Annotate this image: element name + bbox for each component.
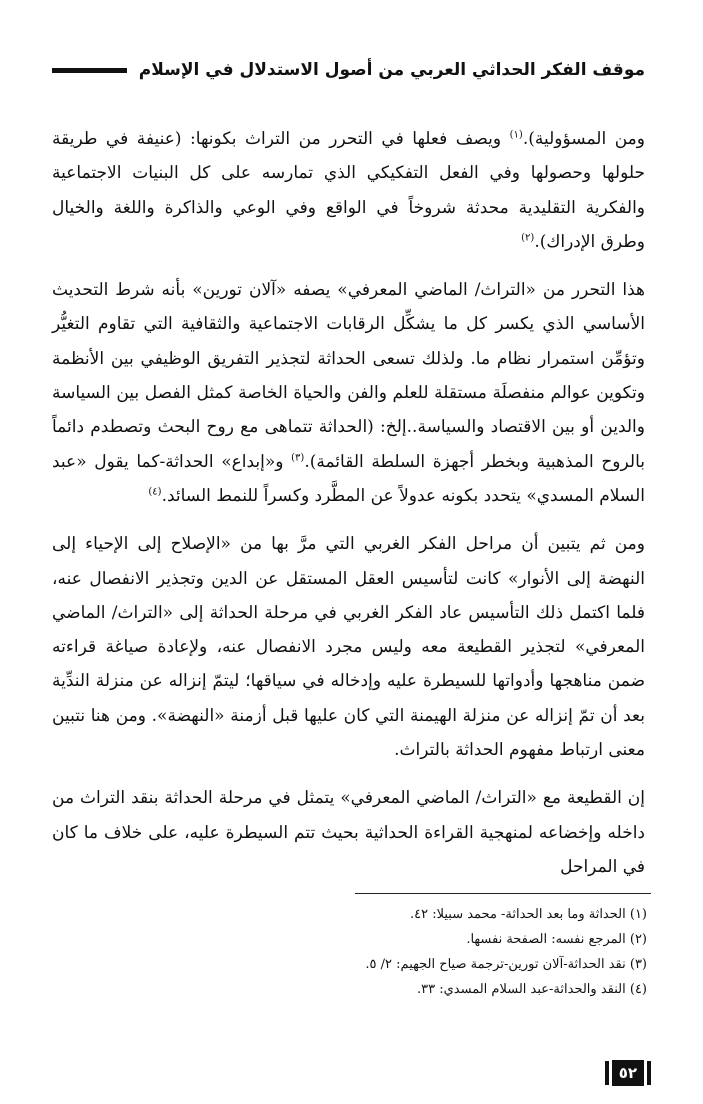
footnote: (٤) النقد والحداثة-عبد السلام المسدي: ٣٣.	[416, 982, 647, 997]
paragraph-text: ويصف فعلها في التحرر من التراث بكونها: (عنيفة في طريقة حلولها وحصولها وفي الفعل التفكيكي الذي تمارسه على كل البنيات الاجتماعية والفكرية التقليدية محدثة شروخاً في الواقع وفي الوعي والذاكرة واللغة والخيال وطرق الإدراك).	[52, 129, 645, 252]
paragraph-text: و«إبداع» الحداثة-كما يقول «عبد السلام المسدي» يتحدد بكونه عدولاً عن المطَّرد وكسراً للنمط السائد.	[52, 451, 645, 506]
footnote-separator	[355, 893, 651, 894]
footnote: (٢) المرجع نفسه: الصفحة نفسها.	[466, 932, 647, 947]
footnote: (١) الحداثة وما بعد الحداثة- محمد سبيلا: ٤٢.	[409, 907, 647, 922]
paragraph-text: إن القطيعة مع «التراث/ الماضي المعرفي» يتمثل في مرحلة الحداثة بنقد التراث من داخله وإخضاعه لمنهجية القراءة الحداثية بحيث تتم السيطرة عليه، على خلاف ما كان في المراحل	[52, 788, 645, 877]
page-number-bar	[605, 1061, 609, 1085]
paragraph	[52, 273, 645, 513]
paragraph-text: ومن المسؤولية).	[522, 129, 645, 149]
footnote-reference: (٣)	[291, 452, 305, 464]
page-number-block	[605, 1060, 651, 1086]
running-header	[52, 52, 645, 88]
paragraph-text: ومن ثم يتبين أن مراحل الفكر الغربي التي مرَّ بها من «الإصلاح إلى الإحياء إلى النهضة إلى الأنوار» كانت لتأسيس العقل المستقل عن الدين وتجذير الانفصال عنه، فلما اكتمل ذلك التأسيس عاد الفكر الغربي في مرحلة الحداثة إلى «التراث/ الماضي المعرفي» لتجذير القطيعة معه وليس مجرد الانفصال عنه، ولإعادة صياغة قراءته ضمن مناهجها وأدواتها للسيطرة عليه وإدخاله في سياقها؛ ليتمّ إنزاله عن منزلة الندِّية بعد أن تمّ إنزاله عن منزلة الهيمنة التي كان عليها قبل أزمنة «النهضة». ومن هنا نتبين معنى ارتباط مفهوم الحداثة بالتراث.	[52, 534, 645, 761]
footnote-reference: (٢)	[521, 232, 535, 244]
main-text	[52, 122, 645, 898]
footnote-reference: (١)	[509, 129, 523, 141]
footnote: (٣) نقد الحداثة-آلان تورين-ترجمة صياح الجهيم: ٢/ ٥.	[365, 957, 647, 972]
header-rule	[52, 68, 127, 73]
footnotes	[87, 902, 647, 1002]
paragraph-text: هذا التحرر من «التراث/ الماضي المعرفي» يصفه «آلان تورين» بأنه شرط التحديث الأساسي الذي يكسر كل ما يشكِّل الرقابات الاجتماعية والثقافية التي تقاوم التغيُّر وتؤمِّن استمرار نظام ما. ولذلك تسعى الحداثة لتجذير التفريق الوظيفي بين الأنظمة وتكوين عوالم منفصلَة مستقلة للعلم والفن والحياة الخاصة كمثل الفصل بين السياسة والدين أو بين الاقتصاد والسياسة..إلخ: (الحداثة تتماهى مع روح البحث وتصطدم دائماً بالروح المذهبية وبخطر أجهزة السلطة القائمة).	[52, 280, 645, 472]
footnote-reference: (٤)	[148, 486, 162, 498]
page-number-bar	[647, 1061, 651, 1085]
running-header-title: موقف الفكر الحداثي العربي من أصول الاستدلال في الإسلام	[138, 60, 645, 80]
paragraph	[52, 122, 645, 259]
paragraph	[52, 781, 645, 884]
paragraph	[52, 527, 645, 767]
page-number: ٥٢	[612, 1060, 644, 1086]
